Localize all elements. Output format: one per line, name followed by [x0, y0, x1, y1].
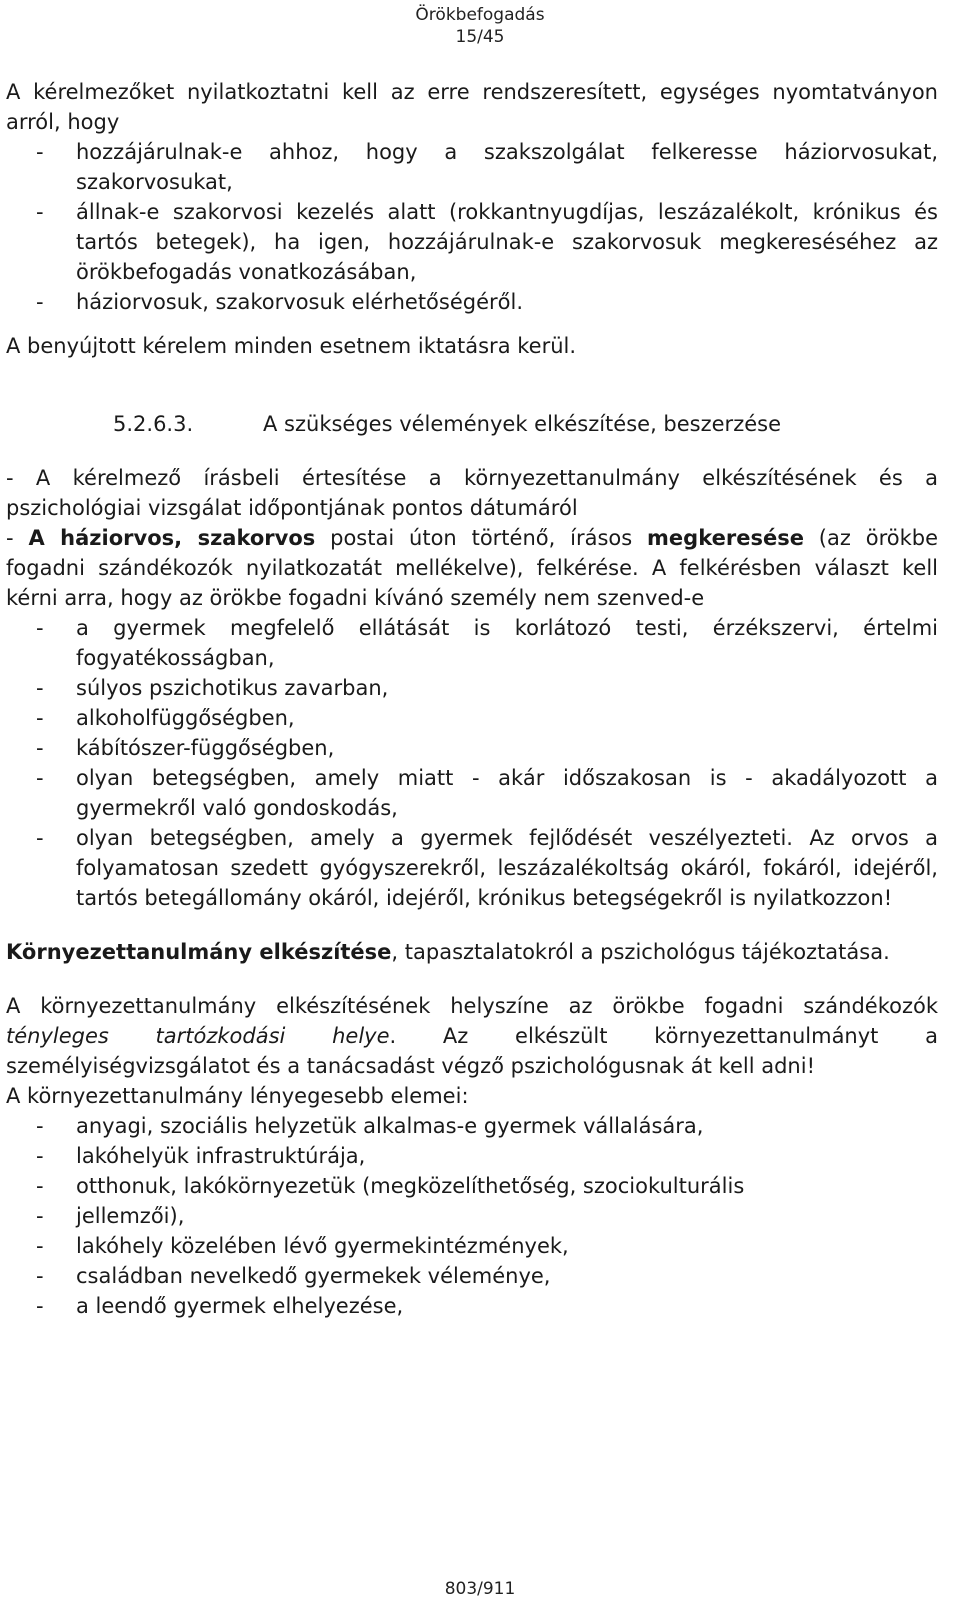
list-item: - hozzájárulnak-e ahhoz, hogy a szakszolgálat felkeresse háziorvosukat, szakorvosukat,	[36, 140, 938, 194]
section3-paragraph-2: A környezettanulmány elkészítésének helyszíne az örökbe fogadni szándékozók tényleges tartózkodási helye. Az elkészült környezettanulmányt a személyiségvizsgálatot és a tanácsadást végző pszichológusnak át kell adni!	[6, 994, 938, 1078]
list-item: - olyan betegségben, amely miatt - akár időszakosan is - akadályozott a gyermekről való gondoskodás,	[36, 766, 938, 820]
list-item: - súlyos pszichotikus zavarban,	[36, 676, 389, 700]
section-number: 5.2.6.3.	[113, 412, 194, 436]
document-title: Örökbefogadás	[415, 5, 545, 25]
list-item: - otthonuk, lakókörnyezetük (megközelíthetőség, szociokulturális	[36, 1174, 745, 1198]
list-item: - olyan betegségben, amely a gyermek fejlődését veszélyezteti. Az orvos a folyamatosan szedett gyógyszerekről, leszázalékoltság okáról, fokáról, idejéről, tartós betegállomány okáról, idejéről, krónikus betegségekről is nyilatkozzon!	[36, 826, 938, 910]
section2-paragraph-2: - A háziorvos, szakorvos postai úton történő, írásos megkeresése (az örökbe fogadni szándékozók nyilatkozatát mellékelve), felkérése. A felkérésben választ kell kérni arra, hogy az örökbe fogadni kívánó személy nem szenved-e	[6, 526, 938, 610]
list-item: - anyagi, szociális helyzetük alkalmas-e gyermek vállalására,	[36, 1114, 704, 1138]
list-item: - háziorvosuk, szakorvosuk elérhetőségéről.	[36, 290, 523, 314]
list-item: - a leendő gyermek elhelyezése,	[36, 1294, 404, 1318]
page-header	[0, 4, 960, 48]
document-body	[6, 77, 938, 1321]
section1-intro: A kérelmezőket nyilatkoztatni kell az erre rendszeresített, egységes nyomtatványon arról, hogy	[6, 80, 938, 134]
list-item: - a gyermek megfelelő ellátását is korlátozó testi, érzékszervi, értelmi fogyatékosságban,	[36, 616, 938, 670]
page-footer	[0, 1578, 960, 1600]
list-item: - kábítószer-függőségben,	[36, 736, 335, 760]
total-page-number: 803/911	[444, 1579, 516, 1599]
section2-paragraph-1: - A kérelmező írásbeli értesítése a környezettanulmány elkészítésének és a pszichológiai vizsgálat időpontjának pontos dátumáról	[6, 466, 938, 520]
list-item: - állnak-e szakorvosi kezelés alatt (rokkantnyugdíjas, leszázalékolt, krónikus és tartós betegek), ha igen, hozzájárulnak-e szakorvosuk megkereséséhez az örökbefogadás vonatkozásában,	[36, 200, 938, 284]
section-title: A szükséges vélemények elkészítése, beszerzése	[263, 412, 781, 436]
list-item: - alkoholfüggőségben,	[36, 706, 295, 730]
section3-paragraph-1: Környezettanulmány elkészítése, tapasztalatokról a pszichológus tájékoztatása.	[6, 940, 890, 964]
list-item: - lakóhely közelében lévő gyermekintézmények,	[36, 1234, 569, 1258]
list-item: - családban nevelkedő gyermekek véleménye,	[36, 1264, 551, 1288]
list-item: - lakóhelyük infrastruktúrája,	[36, 1144, 366, 1168]
section1-closing: A benyújtott kérelem minden esetnem iktatásra kerül.	[6, 334, 577, 358]
list-item: - jellemzői),	[36, 1204, 185, 1228]
section-heading	[6, 409, 938, 439]
section-page-number: 15/45	[455, 27, 505, 47]
section3-list-intro: A környezettanulmány lényegesebb elemei:	[6, 1084, 469, 1108]
